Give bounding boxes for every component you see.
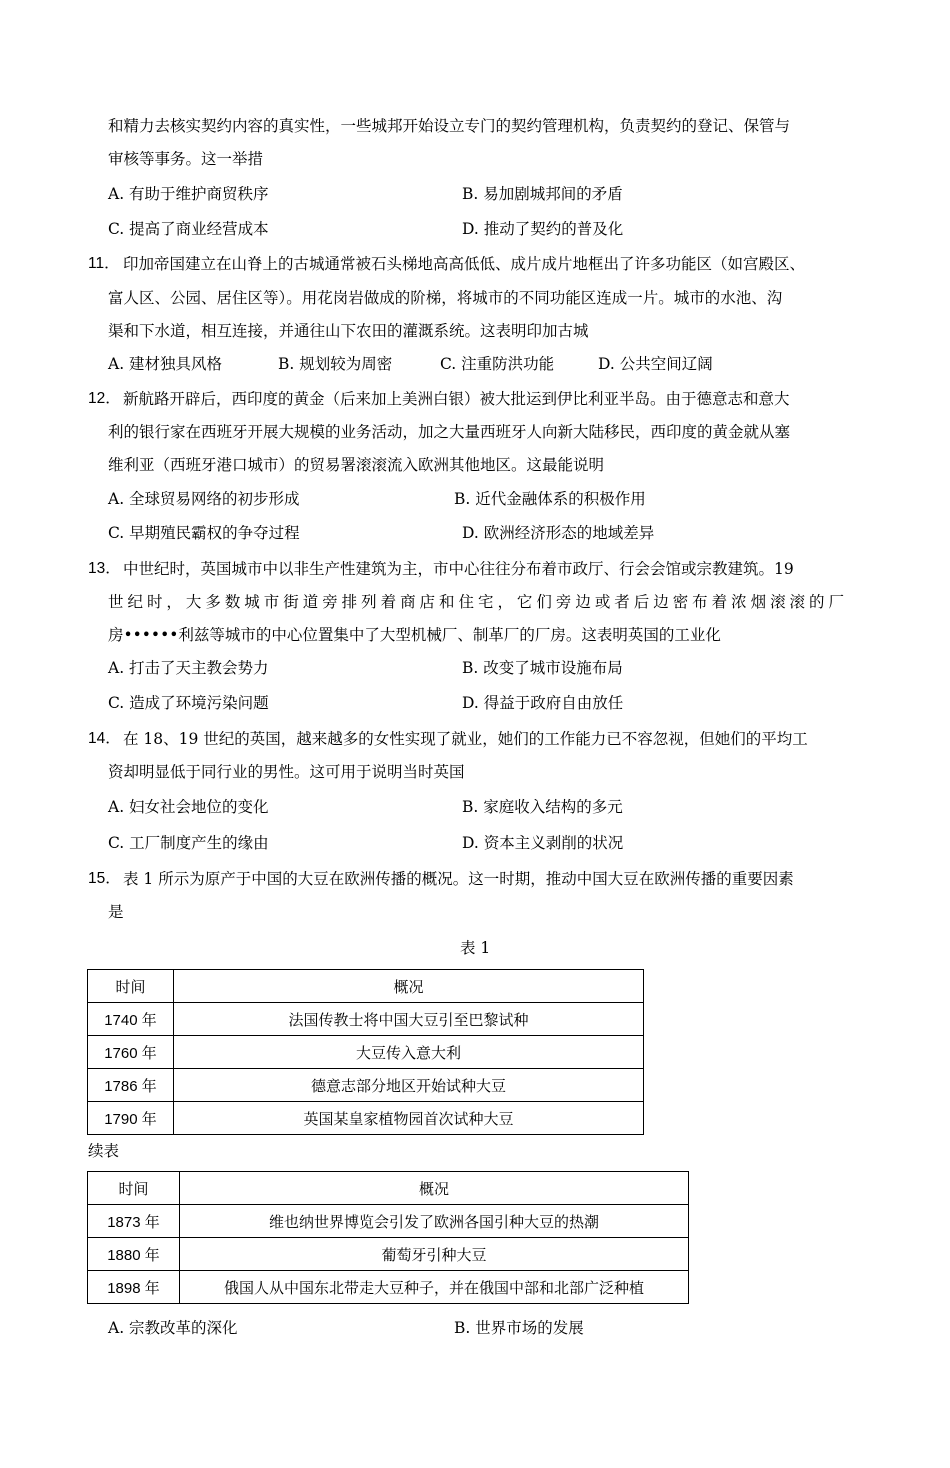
table-header-row: [88, 970, 644, 1003]
q12-option-d: D. 欧洲经济形态的地域差异: [462, 524, 655, 542]
q10-option-c: C. 提高了商业经营成本: [108, 220, 269, 238]
q11-stem-line-1: 印加帝国建立在山脊上的古城通常被石头梯地高高低低、成片成片地框出了许多功能区（如宫殿区、: [123, 255, 806, 273]
q13-stem-line-3: 房••••••利兹等城市的中心位置集中了大型机械厂、制革厂的厂房。这表明英国的工业化: [108, 626, 721, 644]
table-row: [88, 1205, 689, 1238]
q14-option-a: A. 妇女社会地位的变化: [108, 798, 269, 816]
table-row: [88, 1003, 644, 1036]
row-year: 1898 年: [88, 1271, 180, 1304]
q15-number: 15．: [88, 870, 121, 887]
q13-number: 13．: [88, 560, 121, 577]
q10-option-d: D. 推动了契约的普及化: [462, 220, 624, 238]
q10-stem-line-1: 和精力去核实契约内容的真实性，一些城邦开始设立专门的契约管理机构，负责契约的登记、保管与: [108, 117, 791, 135]
row-overview: 大豆传入意大利: [174, 1036, 644, 1069]
row-overview: 德意志部分地区开始试种大豆: [174, 1069, 644, 1102]
q12-option-b: B. 近代金融体系的积极作用: [454, 490, 646, 508]
q12-number: 12．: [88, 390, 121, 407]
table-row: [88, 1036, 644, 1069]
q15-stem-line-2: 是: [108, 903, 124, 921]
row-overview: 英国某皇家植物园首次试种大豆: [174, 1102, 644, 1135]
q13-option-b: B. 改变了城市设施布局: [462, 659, 623, 677]
table-row: [88, 1238, 689, 1271]
q14-number: 14．: [88, 730, 121, 747]
table-row: [88, 1271, 689, 1304]
q12-stem-line-3: 维利亚（西班牙港口城市）的贸易署滚滚流入欧洲其他地区。这最能说明: [108, 456, 605, 474]
continued-label: 续表: [88, 1142, 120, 1160]
row-year: 1880 年: [88, 1238, 180, 1271]
q14-option-b: B. 家庭收入结构的多元: [462, 798, 623, 816]
q11-stem-line-2: 富人区、公园、居住区等）。用花岗岩做成的阶梯，将城市的不同功能区连成一片。城市的水池、沟: [108, 289, 783, 307]
q14-stem-line-1: 在 18、19 世纪的英国，越来越多的女性实现了就业，她们的工作能力已不容忽视，但她们的平均工: [123, 730, 808, 748]
q14-option-c: C. 工厂制度产生的缘由: [108, 834, 269, 852]
soybean-table-2: [87, 1171, 689, 1304]
q13-stem-line-2: 世纪时，大多数城市街道旁排列着商店和住宅，它们旁边或者后边密布着浓烟滚滚的厂: [108, 593, 844, 611]
q12-stem-line-1: 新航路开辟后，西印度的黄金（后来加上美洲白银）被大批运到伊比利亚半岛。由于德意志和意大: [123, 390, 790, 408]
header-time: 时间: [88, 1172, 180, 1205]
row-overview: 法国传教士将中国大豆引至巴黎试种: [174, 1003, 644, 1036]
q12-stem-line-2: 利的银行家在西班牙开展大规模的业务活动，加之大量西班牙人向新大陆移民，西印度的黄金就从塞: [108, 423, 791, 441]
table-row: [88, 1102, 644, 1135]
header-time: 时间: [88, 970, 174, 1003]
row-year: 1740 年: [88, 1003, 174, 1036]
soybean-table-1: [87, 969, 644, 1135]
table-row: [88, 1069, 644, 1102]
q14-stem-line-2: 资却明显低于同行业的男性。这可用于说明当时英国: [108, 763, 465, 781]
q12-option-c: C. 早期殖民霸权的争夺过程: [108, 524, 300, 542]
q14-option-d: D. 资本主义剥削的状况: [462, 834, 624, 852]
table-title: 表 1: [460, 939, 491, 957]
row-overview: 俄国人从中国东北带走大豆种子，并在俄国中部和北部广泛种植: [180, 1271, 689, 1304]
q13-option-c: C. 造成了环境污染问题: [108, 694, 269, 712]
row-year: 1873 年: [88, 1205, 180, 1238]
q11-number: 11．: [88, 255, 120, 272]
row-year: 1760 年: [88, 1036, 174, 1069]
q11-option-b: B. 规划较为周密: [278, 355, 393, 373]
row-year: 1786 年: [88, 1069, 174, 1102]
header-overview: 概况: [174, 970, 644, 1003]
table-header-row: [88, 1172, 689, 1205]
q10-stem-line-2: 审核等事务。这一举措: [108, 150, 264, 168]
q13-option-a: A. 打击了天主教会势力: [108, 659, 269, 677]
q10-option-a: A. 有助于维护商贸秩序: [108, 185, 269, 203]
q11-option-d: D. 公共空间辽阔: [598, 355, 713, 373]
q13-stem-line-1: 中世纪时，英国城市中以非生产性建筑为主，市中心往往分布着市政厅、行会会馆或宗教建筑。19: [123, 560, 794, 578]
row-overview: 葡萄牙引种大豆: [180, 1238, 689, 1271]
q15-option-b: B. 世界市场的发展: [454, 1319, 584, 1337]
q11-option-c: C. 注重防洪功能: [440, 355, 555, 373]
q15-option-a: A. 宗教改革的深化: [108, 1319, 238, 1337]
q13-option-d: D. 得益于政府自由放任: [462, 694, 624, 712]
row-overview: 维也纳世界博览会引发了欧洲各国引种大豆的热潮: [180, 1205, 689, 1238]
row-year: 1790 年: [88, 1102, 174, 1135]
q10-option-b: B. 易加剧城邦间的矛盾: [462, 185, 623, 203]
q12-option-a: A. 全球贸易网络的初步形成: [108, 490, 300, 508]
q11-stem-line-3: 渠和下水道，相互连接，并通往山下农田的灌溉系统。这表明印加古城: [108, 322, 589, 340]
header-overview: 概况: [180, 1172, 689, 1205]
q11-option-a: A. 建材独具风格: [108, 355, 223, 373]
q15-stem-line-1: 表 1 所示为原产于中国的大豆在欧洲传播的概况。这一时期，推动中国大豆在欧洲传播的重要因素: [123, 870, 794, 888]
